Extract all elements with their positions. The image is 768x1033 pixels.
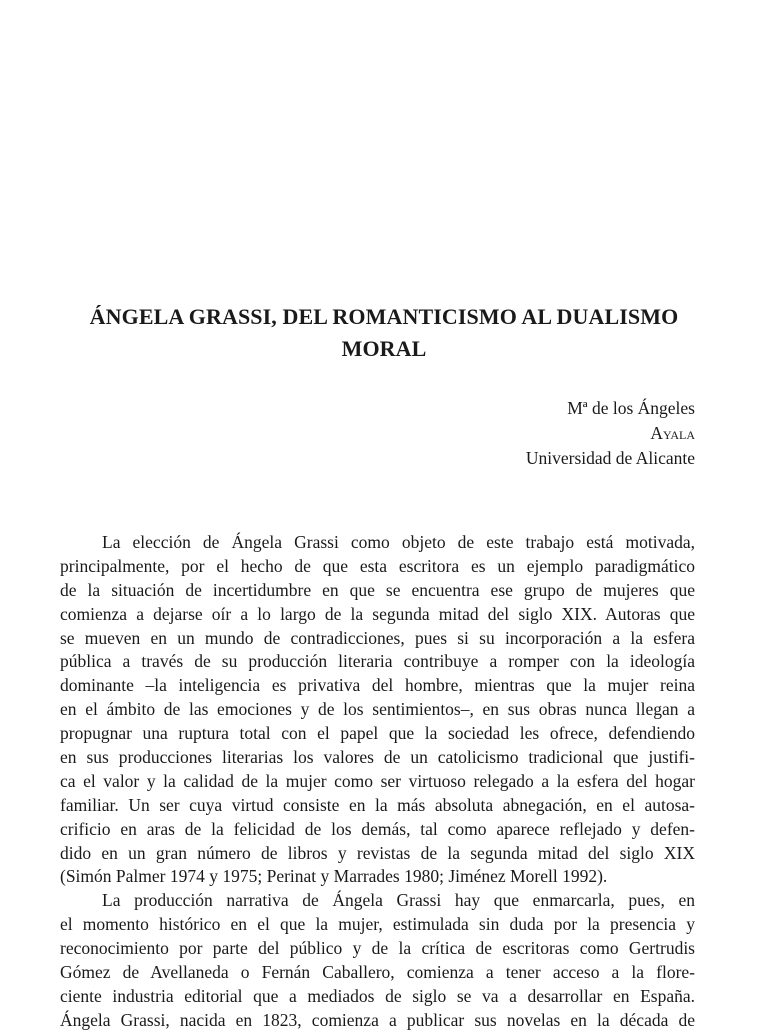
- text-line: principalmente, por el hecho de que esta escritora es un ejemplo paradigmático: [60, 555, 695, 576]
- text-line: propugnar una ruptura total con el papel que la sociedad les ofrece, defendiendo: [60, 723, 695, 744]
- author-surname: Ayala: [650, 423, 695, 443]
- text-line: se mueven en un mundo de contradicciones, pues si su incorporación a la esfera: [60, 627, 695, 648]
- text-line: el momento histórico en el que la mujer, estimulada sin duda por la presencia y: [60, 914, 695, 935]
- text-line: dido en un gran número de libros y revistas de la segunda mitad del siglo XIX: [60, 842, 695, 863]
- text-line: pública a través de su producción literaria contribuye a romper con la ideología: [60, 651, 695, 672]
- paragraph-2: [60, 889, 695, 1032]
- text-line: en sus producciones literarias los valores de un catolicismo tradicional que justifi-: [60, 747, 695, 768]
- article-body: [60, 531, 695, 1033]
- text-line: (Simón Palmer 1974 y 1975; Perinat y Marrades 1980; Jiménez Morell 1992).: [60, 866, 608, 887]
- author-block: [526, 396, 695, 471]
- author-affiliation: Universidad de Alicante: [525, 448, 695, 468]
- text-line: en el ámbito de las emociones y de los sentimientos–, en sus obras nunca llegan a: [60, 699, 695, 720]
- text-line: familiar. Un ser cuya virtud consiste en la más absoluta abnegación, en el autosa-: [60, 794, 695, 815]
- text-line: Ángela Grassi, nacida en 1823, comienza a publicar sus novelas en la década de: [60, 1009, 695, 1030]
- text-line: dominante –la inteligencia es privativa del hombre, mientras que la mujer reina: [60, 675, 695, 696]
- author-name-prefix: Mª de los Ángeles: [567, 398, 695, 418]
- article-title: [60, 301, 708, 365]
- paragraph-1: [60, 531, 695, 889]
- text-line: de la situación de incertidumbre en que se encuentra ese grupo de mujeres que: [60, 579, 695, 600]
- text-line: comienza a dejarse oír a lo largo de la segunda mitad del siglo XIX. Autoras que: [60, 603, 695, 624]
- text-line: La producción narrativa de Ángela Grassi hay que enmarcarla, pues, en: [102, 890, 695, 911]
- text-line: La elección de Ángela Grassi como objeto de este trabajo está motivada,: [102, 532, 695, 552]
- title-line-2: MORAL: [341, 336, 427, 361]
- text-line: Gómez de Avellaneda o Fernán Caballero, comienza a tener acceso a la flore-: [60, 962, 695, 983]
- title-line-1: ÁNGELA GRASSI, DEL ROMANTICISMO AL DUALISMO: [89, 304, 679, 329]
- text-line: ca el valor y la calidad de la mujer como ser virtuoso relegado a la esfera del hogar: [60, 770, 695, 791]
- text-line: ciente industria editorial que a mediados de siglo se va a desarrollar en España.: [60, 985, 695, 1006]
- text-line: reconocimiento por parte del público y de la crítica de escritoras como Gertrudis: [60, 938, 695, 959]
- author-name: [526, 396, 695, 446]
- text-line: crificio en aras de la felicidad de los demás, tal como aparece reflejado y defen-: [60, 818, 695, 839]
